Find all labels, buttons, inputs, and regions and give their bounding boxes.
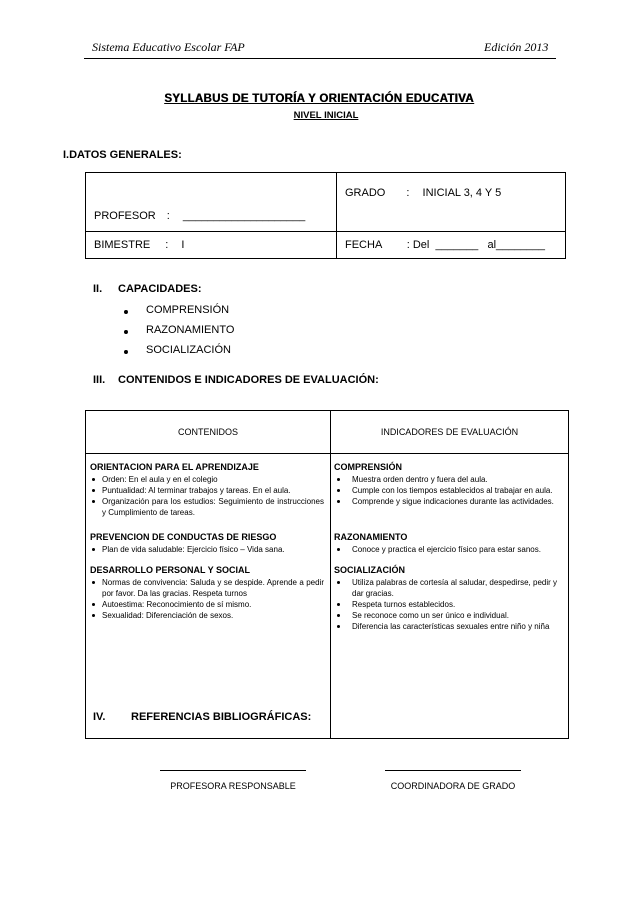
indicador-list xyxy=(334,474,564,507)
fecha-value: : Del _______ al________ xyxy=(406,239,545,251)
indicador-list xyxy=(334,577,564,632)
bullet-icon xyxy=(124,330,128,334)
list-item: Plan de vida saludable: Ejercicio físico – Vida sana. xyxy=(90,544,324,555)
datos-generales-table xyxy=(85,172,566,259)
document-subtitle: NIVEL INICIAL xyxy=(293,110,359,121)
contenido-list xyxy=(90,577,324,621)
indicador-list xyxy=(334,544,564,555)
signature-label-coordinadora: COORDINADORA DE GRADO xyxy=(390,781,516,791)
header-right: Edición 2013 xyxy=(484,40,549,54)
list-item: Muestra orden dentro y fuera del aula. xyxy=(334,474,564,485)
list-item: Conoce y practica el ejercicio físico para estar sanos. xyxy=(334,544,564,555)
section-capacidades-number: II. xyxy=(93,283,103,295)
section-contenidos-number: III. xyxy=(93,374,106,386)
capacidad-item: SOCIALIZACIÓN xyxy=(146,344,231,356)
bullet-icon xyxy=(124,350,128,354)
contenido-list xyxy=(90,544,324,555)
indicadores-header: INDICADORES DE EVALUACIÓN xyxy=(331,411,569,454)
list-item: Normas de convivencia: Saluda y se despide. Aprende a pedir por favor. Da las gracias. Respeta turnos xyxy=(90,577,324,599)
indicadores-column xyxy=(331,454,569,739)
list-item: Diferencia las características sexuales entre niño y niña xyxy=(334,621,564,632)
grado-cell xyxy=(337,173,566,232)
signature-line-left xyxy=(160,770,306,771)
contenido-block-title: ORIENTACION PARA EL APRENDIZAJE xyxy=(90,462,259,472)
list-item: Cumple con los tiempos establecidos al trabajar en aula. xyxy=(334,485,564,496)
bimestre-label: BIMESTRE xyxy=(94,239,151,251)
grado-colon: : xyxy=(406,187,410,199)
document-title: SYLLABUS DE TUTORÍA Y ORIENTACIÓN EDUCATIVA xyxy=(164,93,474,105)
contenido-block-title: DESARROLLO PERSONAL Y SOCIAL xyxy=(90,565,251,575)
capacidad-item: COMPRENSIÓN xyxy=(146,304,230,316)
fecha-cell xyxy=(337,232,566,259)
indicador-block-title: COMPRENSIÓN xyxy=(334,462,403,472)
contenido-list xyxy=(90,474,324,518)
bimestre-cell xyxy=(86,232,337,259)
signature-label-profesora: PROFESORA RESPONSABLE xyxy=(170,781,296,791)
grado-label: GRADO xyxy=(345,187,386,199)
list-item: Sexualidad: Diferenciación de sexos. xyxy=(90,610,324,621)
profesor-colon: : xyxy=(166,210,170,222)
list-item: Respeta turnos establecidos. xyxy=(334,599,564,610)
indicador-block-title: RAZONAMIENTO xyxy=(334,532,408,542)
list-item: Organización para los estudios: Seguimiento de instrucciones y Cumplimiento de tareas. xyxy=(90,496,324,518)
list-item: Utiliza palabras de cortesía al saludar, despedirse, pedir y dar gracias. xyxy=(334,577,564,599)
contenidos-column xyxy=(86,454,331,739)
list-item: Se reconoce como un ser único e individual. xyxy=(334,610,564,621)
bimestre-colon: : xyxy=(165,239,169,251)
section-referencias-number: IV. xyxy=(93,711,106,723)
capacidad-item: RAZONAMIENTO xyxy=(146,324,235,336)
profesor-value: ____________________ xyxy=(182,210,306,222)
header-left: Sistema Educativo Escolar FAP xyxy=(92,40,245,54)
section-datos-generales-title: I.DATOS GENERALES: xyxy=(63,149,182,161)
indicador-block-title: SOCIALIZACIÓN xyxy=(334,565,405,575)
contenidos-table xyxy=(85,410,569,739)
fecha-label: FECHA xyxy=(345,239,382,251)
bimestre-value: I xyxy=(181,239,185,251)
list-item: Autoestima: Reconocimiento de sí mismo. xyxy=(90,599,324,610)
section-capacidades-title: CAPACIDADES: xyxy=(118,283,202,295)
header-divider xyxy=(84,58,556,59)
contenido-block-title: PREVENCION DE CONDUCTAS DE RIESGO xyxy=(90,532,277,542)
bullet-icon xyxy=(124,310,128,314)
list-item: Comprende y sigue indicaciones durante las actividades. xyxy=(334,496,564,507)
profesor-label: PROFESOR xyxy=(94,210,156,222)
grado-value: INICIAL 3, 4 Y 5 xyxy=(422,187,502,199)
profesor-cell xyxy=(86,173,337,232)
contenidos-header: CONTENIDOS xyxy=(86,411,331,454)
list-item: Puntualidad: Al terminar trabajos y tareas. En el aula. xyxy=(90,485,324,496)
section-contenidos-title: CONTENIDOS E INDICADORES DE EVALUACIÓN: xyxy=(118,374,379,386)
section-referencias-title: REFERENCIAS BIBLIOGRÁFICAS: xyxy=(131,711,312,723)
list-item: Orden: En el aula y en el colegio xyxy=(90,474,324,485)
signature-line-right xyxy=(385,770,521,771)
